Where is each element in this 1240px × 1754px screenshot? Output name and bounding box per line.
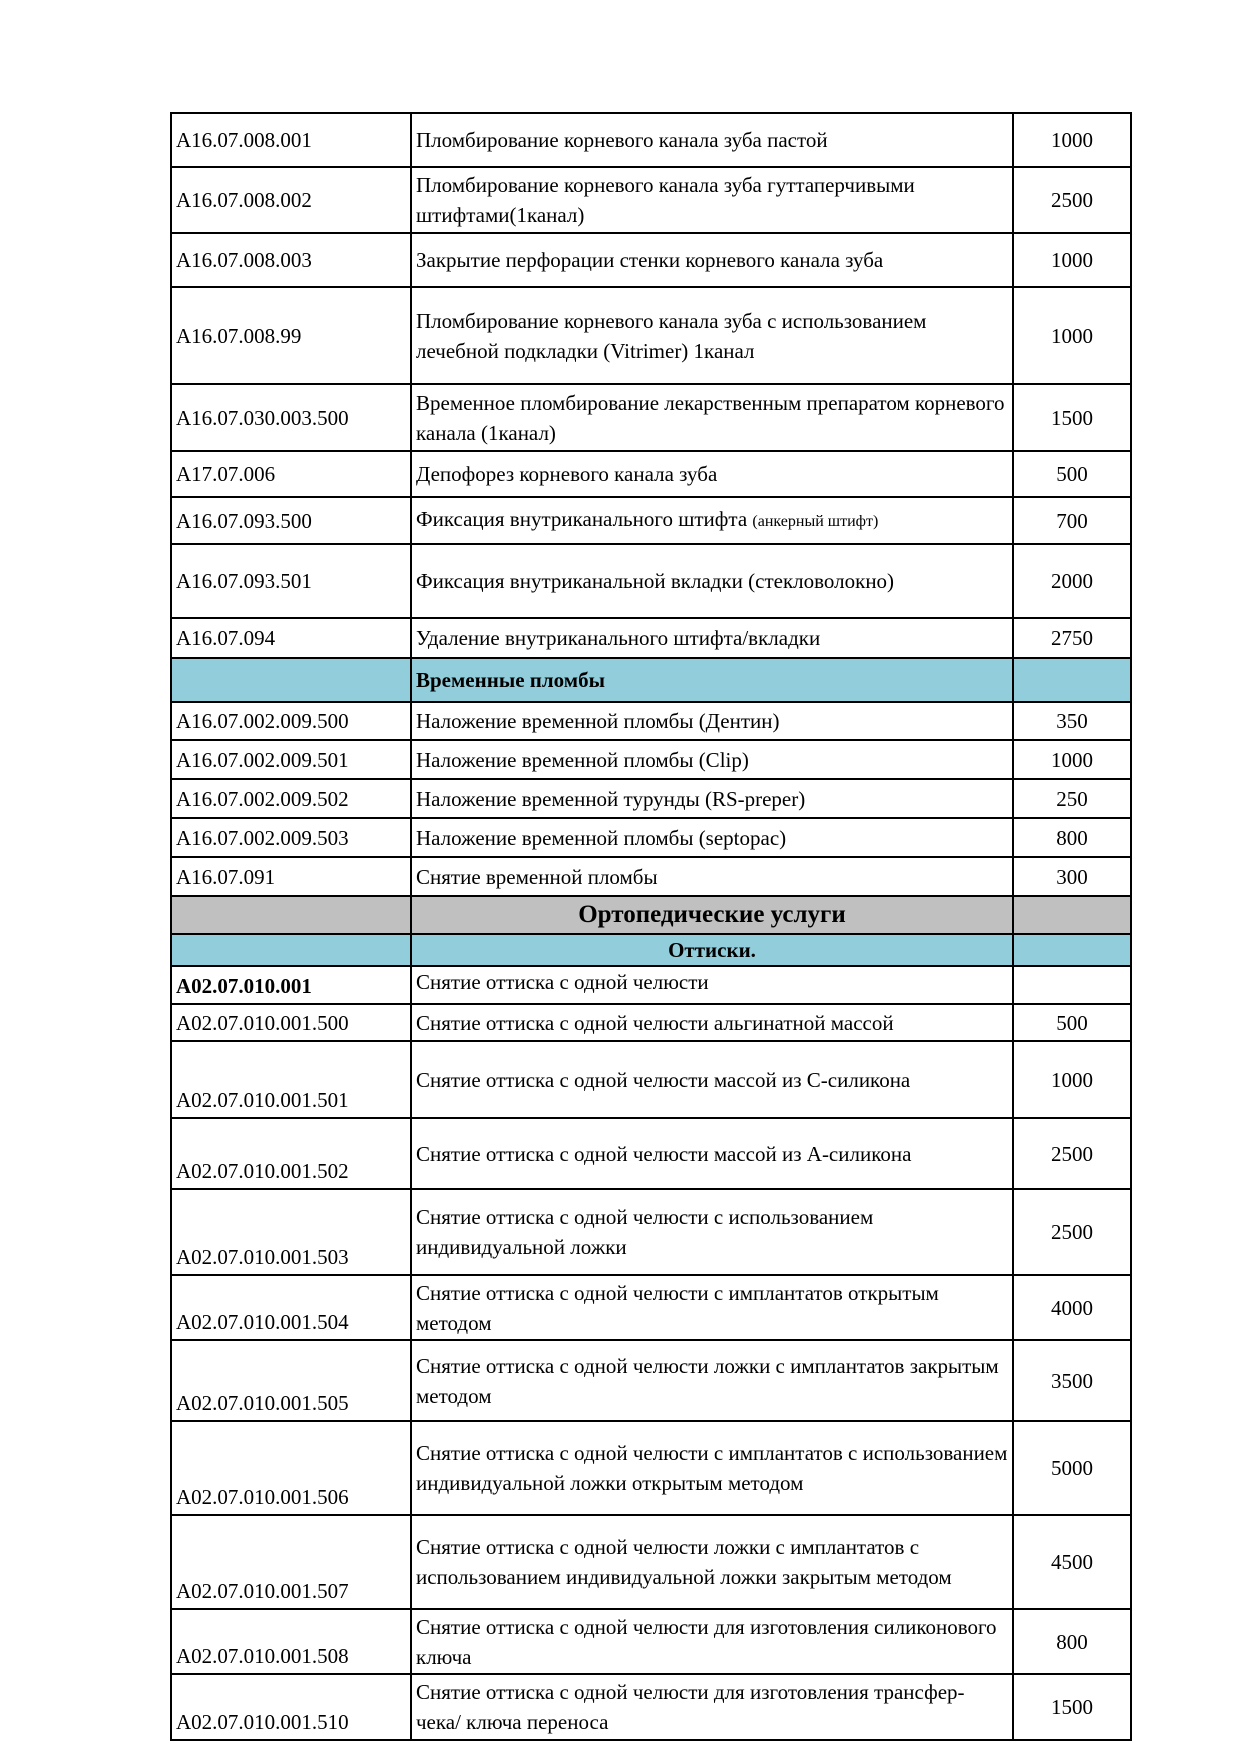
service-price: 5000 <box>1013 1421 1131 1515</box>
service-code: A16.07.093.500 <box>171 497 411 544</box>
service-description-text: Удаление внутриканального штифта/вкладки <box>416 626 821 650</box>
service-description <box>411 740 1013 779</box>
service-description-text: Снятие оттиска с одной челюсти <box>416 970 709 994</box>
service-price: 800 <box>1013 818 1131 857</box>
service-description-text: Снятие оттиска с одной челюсти для изготовления трансфер-чека/ ключа переноса <box>416 1680 965 1734</box>
service-code: A02.07.010.001.501 <box>171 1041 411 1118</box>
service-description-text: Наложение временной пломбы (Clip) <box>416 747 749 772</box>
service-description-text: Снятие временной пломбы <box>416 864 658 889</box>
service-price: 1500 <box>1013 384 1131 451</box>
table-row <box>171 113 1131 167</box>
service-description <box>411 1674 1013 1740</box>
service-code: A02.07.010.001.500 <box>171 1004 411 1041</box>
service-description <box>411 451 1013 497</box>
section-code-cell <box>171 934 411 966</box>
table-row <box>171 497 1131 544</box>
table-row <box>171 1421 1131 1515</box>
service-code: A16.07.008.001 <box>171 113 411 167</box>
section-header-row <box>171 934 1131 966</box>
service-description <box>411 1004 1013 1041</box>
service-code: A02.07.010.001.510 <box>171 1674 411 1740</box>
service-description <box>411 1041 1013 1118</box>
table-row <box>171 818 1131 857</box>
service-price <box>1013 966 1131 1004</box>
service-price: 500 <box>1013 1004 1131 1041</box>
service-description-text: Депофорез корневого канала зуба <box>416 462 718 486</box>
service-price: 4500 <box>1013 1515 1131 1609</box>
section-price-cell <box>1013 934 1131 966</box>
service-description <box>411 233 1013 287</box>
service-description-text: Закрытие перфорации стенки корневого канала зуба <box>416 248 884 272</box>
service-price: 350 <box>1013 702 1131 740</box>
table-row <box>171 618 1131 658</box>
service-description-text: Наложение временной турунды (RS-preper) <box>416 786 806 811</box>
service-description-text: Снятие оттиска с одной челюсти с имплантатов с использованием индивидуальной ложки открытым методом <box>416 1441 1008 1495</box>
table-row <box>171 702 1131 740</box>
service-description-text: Снятие оттиска с одной челюсти альгинатной массой <box>416 1010 894 1035</box>
service-price: 1000 <box>1013 287 1131 384</box>
service-description <box>411 966 1013 1004</box>
section-title: Ортопедические услуги <box>411 896 1013 934</box>
service-description-text: Пломбирование корневого канала зуба пастой <box>416 128 828 152</box>
service-code: A16.07.093.501 <box>171 544 411 618</box>
service-code: A02.07.010.001.508 <box>171 1609 411 1674</box>
service-code: A16.07.002.009.502 <box>171 779 411 818</box>
service-description <box>411 1275 1013 1340</box>
table-row <box>171 1118 1131 1189</box>
section-code-cell <box>171 658 411 702</box>
service-price: 2500 <box>1013 1118 1131 1189</box>
service-description <box>411 384 1013 451</box>
service-description <box>411 1340 1013 1421</box>
service-description <box>411 1609 1013 1674</box>
service-description <box>411 702 1013 740</box>
service-price: 800 <box>1013 1609 1131 1674</box>
table-row <box>171 451 1131 497</box>
service-description-text: Снятие оттиска с одной челюсти для изготовления силиконового ключа <box>416 1614 997 1669</box>
service-code: A16.07.030.003.500 <box>171 384 411 451</box>
table-row <box>171 1004 1131 1041</box>
table-row <box>171 167 1131 233</box>
table-row <box>171 233 1131 287</box>
service-description-text: Фиксация внутриканального штифта <box>416 507 748 531</box>
service-description-text: Пломбирование корневого канала зуба с использованием лечебной подкладки (Vitrimer) 1канал <box>416 308 927 363</box>
service-description <box>411 1189 1013 1275</box>
section-code-cell <box>171 896 411 934</box>
service-code: A02.07.010.001.506 <box>171 1421 411 1515</box>
service-description <box>411 818 1013 857</box>
service-code: A16.07.008.99 <box>171 287 411 384</box>
service-code: A02.07.010.001.503 <box>171 1189 411 1275</box>
service-description <box>411 618 1013 658</box>
service-description-text: Временное пломбирование лекарственным препаратом корневого канала (1канал) <box>416 390 1005 445</box>
table-row <box>171 1041 1131 1118</box>
table-row <box>171 384 1131 451</box>
service-code: A02.07.010.001.505 <box>171 1340 411 1421</box>
table-row <box>171 544 1131 618</box>
service-price: 1000 <box>1013 740 1131 779</box>
table-row <box>171 1515 1131 1609</box>
service-description <box>411 287 1013 384</box>
service-description <box>411 779 1013 818</box>
service-description-text: Снятие оттиска с одной челюсти массой из А-силикона <box>416 1141 912 1166</box>
section-header-row <box>171 896 1131 934</box>
section-price-cell <box>1013 658 1131 702</box>
section-title: Временные пломбы <box>411 658 1013 702</box>
service-price: 2750 <box>1013 618 1131 658</box>
service-description-text: Фиксация внутриканальной вкладки (стекловолокно) <box>416 569 895 593</box>
service-description <box>411 167 1013 233</box>
service-code: A16.07.002.009.501 <box>171 740 411 779</box>
service-description <box>411 1118 1013 1189</box>
service-price: 2500 <box>1013 167 1131 233</box>
section-price-cell <box>1013 896 1131 934</box>
service-price: 2500 <box>1013 1189 1131 1275</box>
service-description <box>411 1515 1013 1609</box>
service-price: 1500 <box>1013 1674 1131 1740</box>
service-price: 1000 <box>1013 1041 1131 1118</box>
service-price: 2000 <box>1013 544 1131 618</box>
service-description-text: Наложение временной пломбы (septopac) <box>416 825 787 850</box>
service-code: A16.07.091 <box>171 857 411 896</box>
table-row <box>171 857 1131 896</box>
table-row <box>171 1275 1131 1340</box>
service-description-note: (анкерный штифт) <box>752 513 879 530</box>
service-code: A02.07.010.001.502 <box>171 1118 411 1189</box>
table-row <box>171 1189 1131 1275</box>
service-code: A16.07.094 <box>171 618 411 658</box>
service-price: 4000 <box>1013 1275 1131 1340</box>
service-code: A16.07.008.002 <box>171 167 411 233</box>
service-code: A02.07.010.001.507 <box>171 1515 411 1609</box>
service-price: 1000 <box>1013 233 1131 287</box>
service-code: A02.07.010.001.504 <box>171 1275 411 1340</box>
service-code: A16.07.002.009.500 <box>171 702 411 740</box>
service-description-text: Пломбирование корневого канала зуба гуттаперчивыми штифтами(1канал) <box>416 173 915 227</box>
table-row <box>171 287 1131 384</box>
service-code: A02.07.010.001 <box>171 966 411 1004</box>
table-row <box>171 1340 1131 1421</box>
service-code: A17.07.006 <box>171 451 411 497</box>
service-description-text: Снятие оттиска с одной челюсти с имплантатов открытым методом <box>416 1280 939 1335</box>
table-row <box>171 1674 1131 1740</box>
table-row <box>171 966 1131 1004</box>
table-row <box>171 740 1131 779</box>
service-description <box>411 497 1013 544</box>
service-description <box>411 1421 1013 1515</box>
service-description <box>411 544 1013 618</box>
service-price: 700 <box>1013 497 1131 544</box>
service-description-text: Снятие оттиска с одной челюсти ложки с имплантатов с использованием индивидуальной ложки закрытым методом <box>416 1535 952 1589</box>
service-code: A16.07.002.009.503 <box>171 818 411 857</box>
service-price: 300 <box>1013 857 1131 896</box>
service-description-text: Снятие оттиска с одной челюсти с использованием индивидуальной ложки <box>416 1205 874 1259</box>
section-header-row <box>171 658 1131 702</box>
service-description <box>411 857 1013 896</box>
table-row <box>171 1609 1131 1674</box>
price-list-body <box>171 113 1131 1740</box>
service-description <box>411 113 1013 167</box>
service-description-text: Снятие оттиска с одной челюсти ложки с имплантатов закрытым методом <box>416 1353 999 1408</box>
service-price: 250 <box>1013 779 1131 818</box>
service-code: A16.07.008.003 <box>171 233 411 287</box>
service-price: 1000 <box>1013 113 1131 167</box>
service-description-text: Наложение временной пломбы (Дентин) <box>416 709 780 733</box>
service-price: 500 <box>1013 451 1131 497</box>
service-price: 3500 <box>1013 1340 1131 1421</box>
table-row <box>171 779 1131 818</box>
section-title: Оттиски. <box>411 934 1013 966</box>
price-list-table <box>170 112 1132 1741</box>
service-description-text: Снятие оттиска с одной челюсти массой из С-силикона <box>416 1067 911 1092</box>
